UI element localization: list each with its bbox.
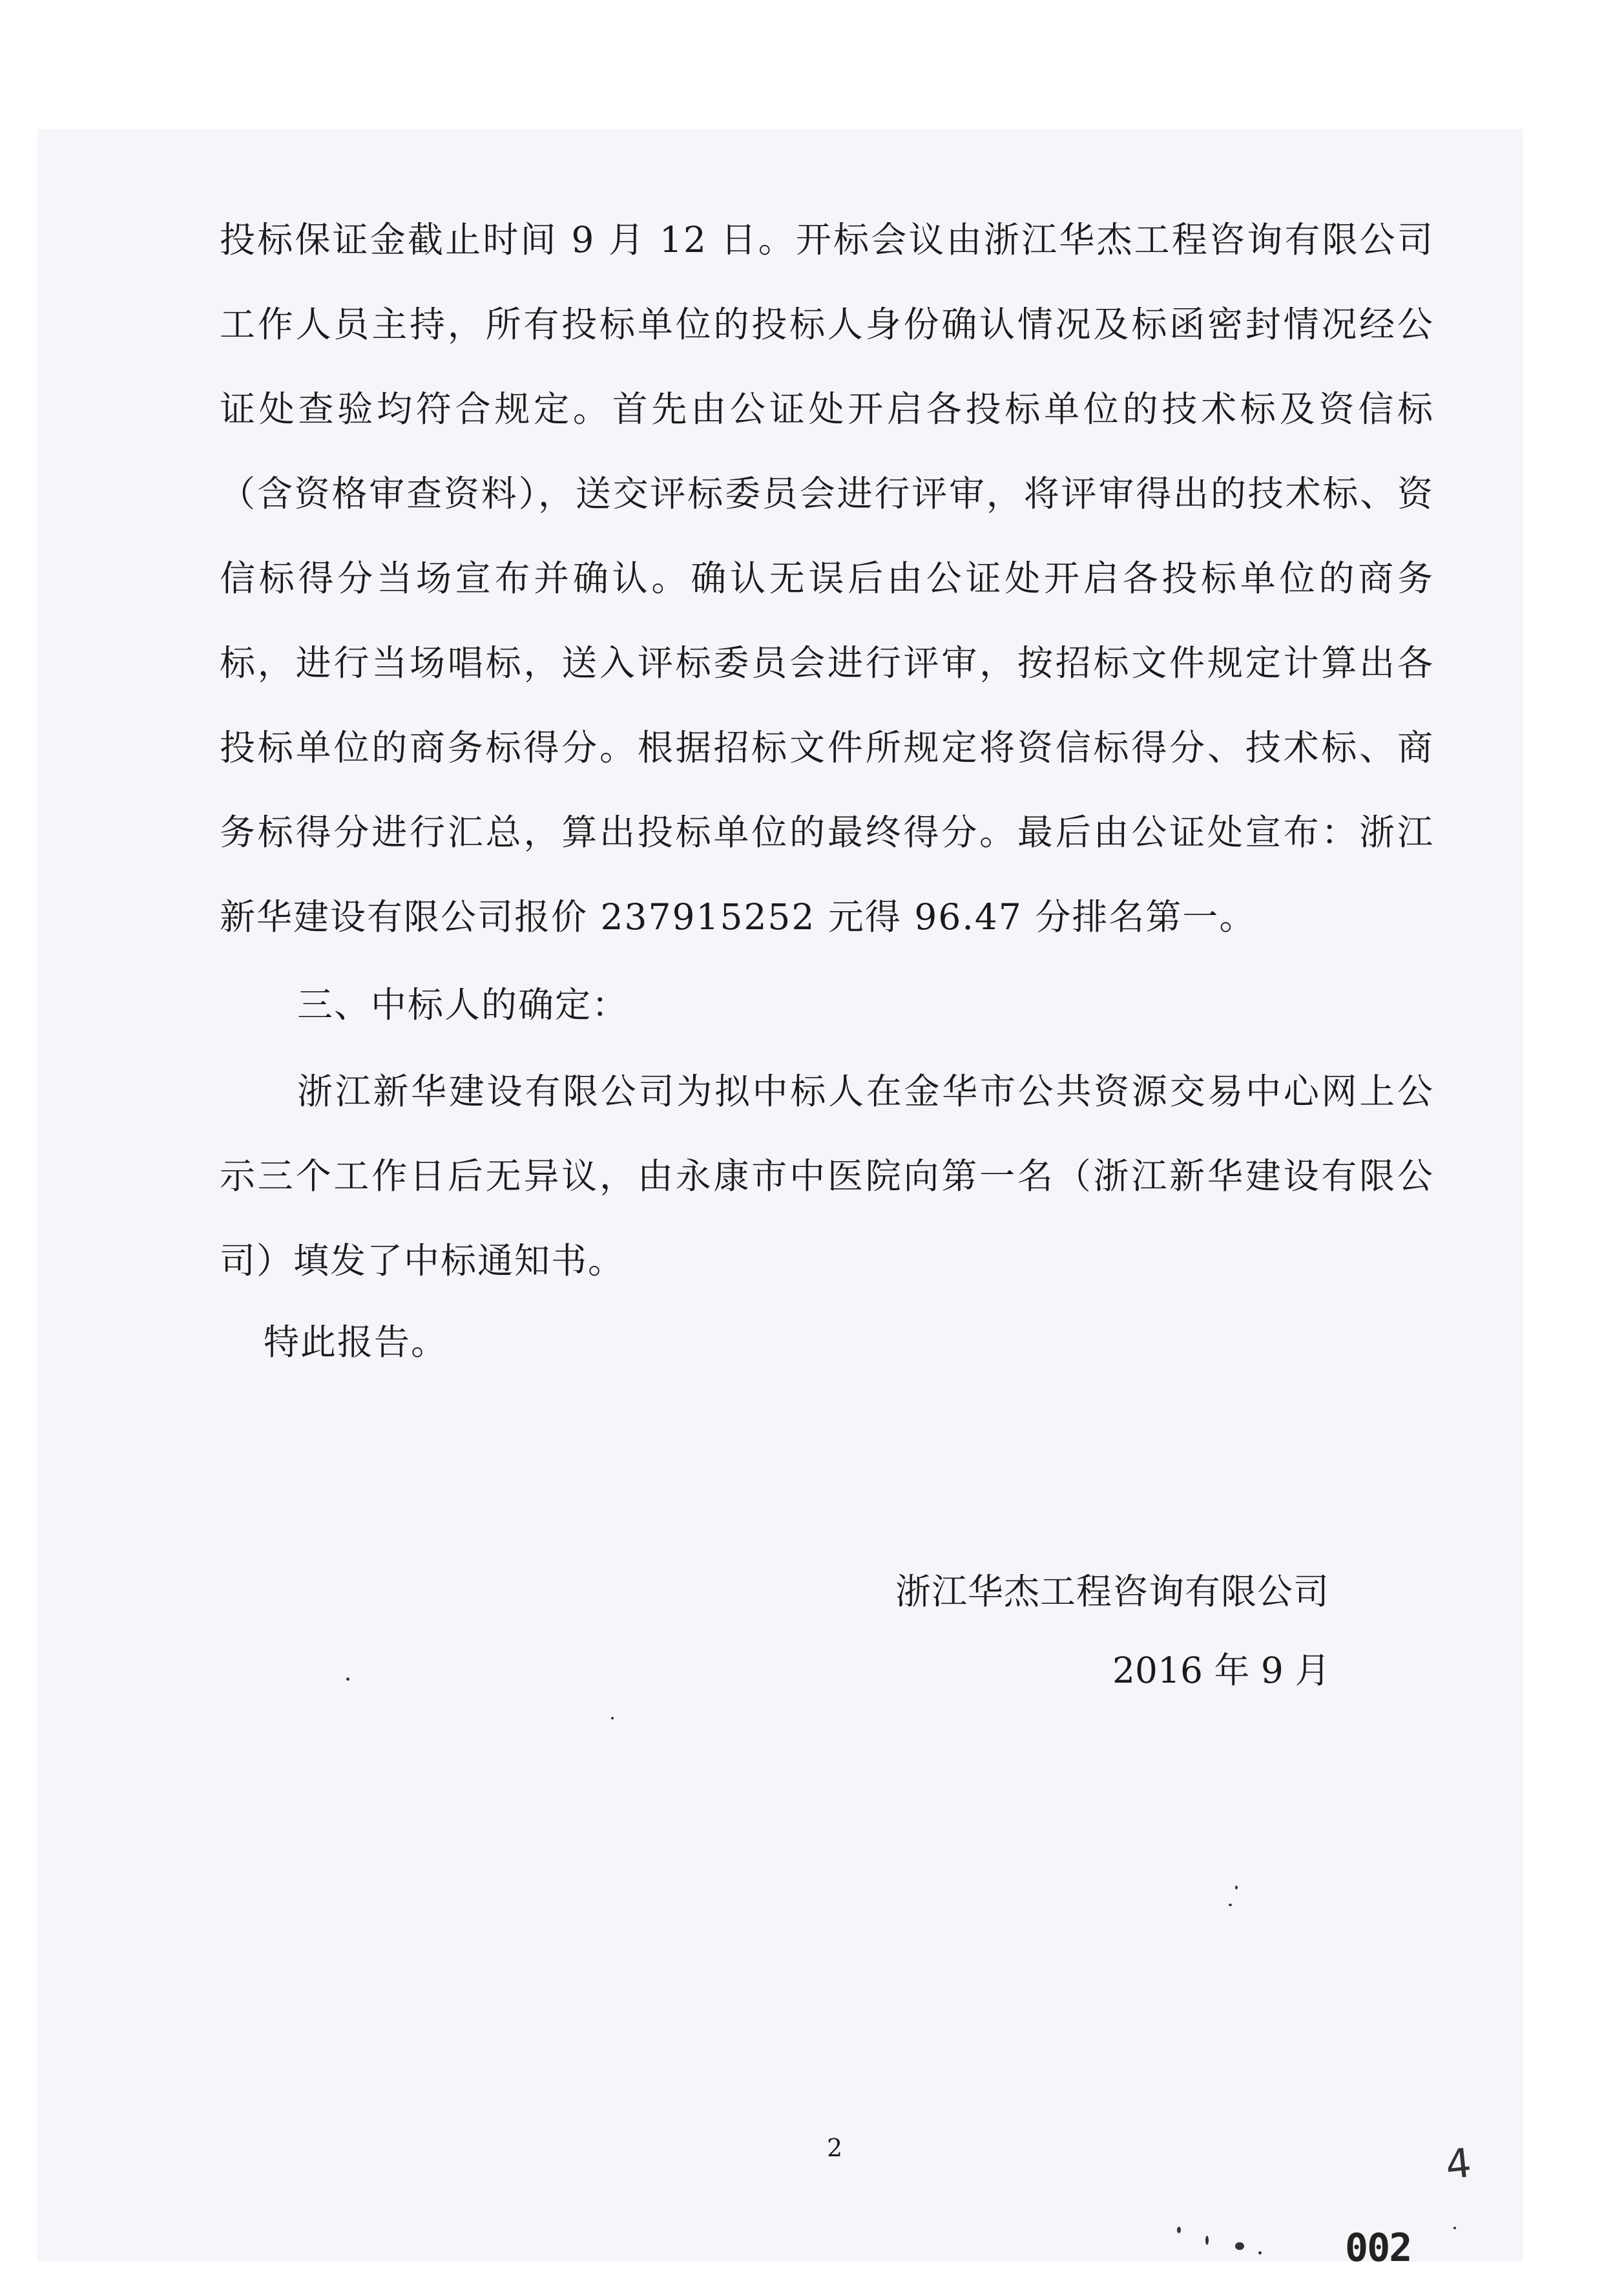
scan-speck xyxy=(346,1677,349,1681)
paragraph-bid-opening: 投标保证金截止时间 9 月 12 日。开标会议由浙江华杰工程咨询有限公司工作人员主持，所有投标单位的投标人身份确认情况及标函密封情况经公证处查验均符合规定。首先由公证处开启各投标单位的技术标及资信标（含资格审查资料），送交评标委员会进行评审，将评审得出的技术标、资信标得分当场宣布并确认。确认无误后由公证处开启各投标单位的商务标，进行当场唱标，送入评标委员会进行评审，按招标文件规定计算出各投标单位的商务标得分。根据招标文件所规定将资信标得分、技术标、商务标得分进行汇总，算出投标单位的最终得分。最后由公证处宣布：浙江新华建设有限公司报价 237915252 元得 96.47 分排名第一。 xyxy=(220,219,1434,938)
section-heading-winner: 三、中标人的确定： xyxy=(297,984,629,1025)
scan-speck xyxy=(1235,1886,1238,1889)
scan-speck xyxy=(1235,2242,1244,2250)
scan-speck xyxy=(1258,2251,1262,2255)
scan-speck xyxy=(1229,1904,1232,1906)
scan-speck xyxy=(1453,2227,1456,2229)
signature-date: 2016 年 9 月 xyxy=(1112,1650,1331,1691)
stamped-sequence-number: 002 xyxy=(1345,2225,1411,2271)
scan-speck xyxy=(611,1717,614,1719)
signature-company: 浙江华杰工程咨询有限公司 xyxy=(895,1571,1330,1612)
paragraph-winner-determination: 浙江新华建设有限公司为拟中标人在金华市公共资源交易中心网上公示三个工作日后无异议，由永康市中医院向第一名（浙江新华建设有限公司）填发了中标通知书。 xyxy=(220,1071,1434,1281)
handwritten-page-mark: 4 xyxy=(1443,2139,1474,2189)
scan-speck xyxy=(1177,2227,1181,2233)
closing-statement: 特此报告。 xyxy=(264,1321,448,1363)
page-number: 2 xyxy=(827,2134,843,2162)
scan-speck xyxy=(1205,2236,1209,2245)
